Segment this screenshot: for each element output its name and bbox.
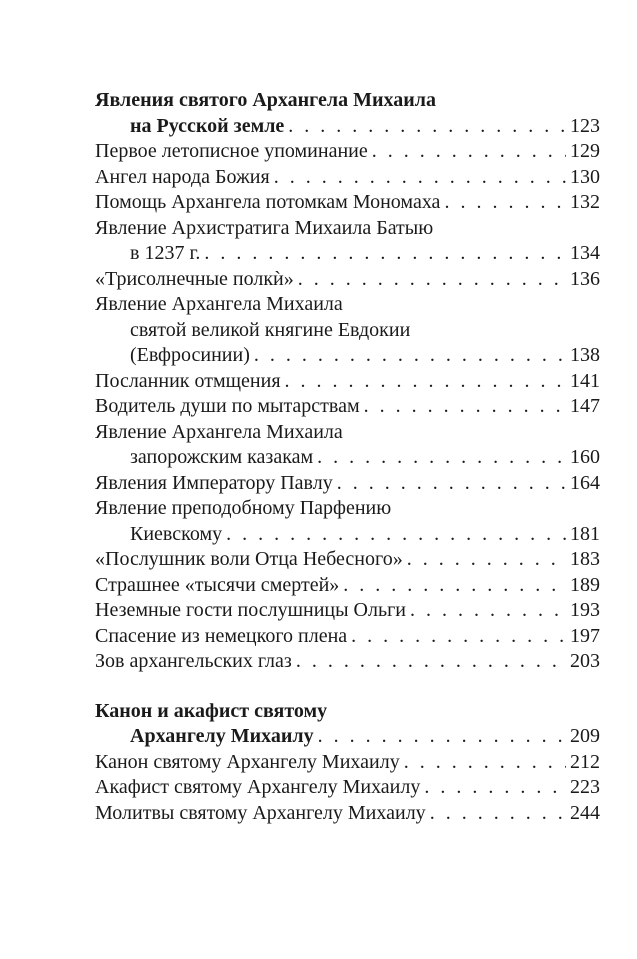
dot-leader [430, 801, 566, 827]
toc-entry [95, 216, 600, 242]
toc-entry [95, 369, 600, 395]
dot-leader [404, 750, 566, 776]
dot-leader [204, 241, 566, 267]
page-number: 193 [570, 599, 600, 621]
section-heading-text: Канон и акафист святому [95, 699, 328, 722]
toc-entry-continuation [95, 522, 600, 548]
entry-title: Канон святому Архангелу Михаилу [95, 750, 400, 773]
dot-leader [254, 343, 566, 369]
entry-title: Явления Императору Павлу [95, 471, 333, 494]
page-number: 189 [570, 573, 600, 596]
page-number: 209 [570, 725, 600, 747]
page-number: 164 [570, 471, 600, 494]
toc-entry-continuation [95, 343, 600, 369]
dot-leader [444, 190, 566, 216]
entry-title: Водитель души по мытарствам [95, 395, 360, 417]
entry-title: Явление Архистратига Михаила Батыю [95, 216, 434, 239]
dot-leader [285, 369, 566, 395]
toc-entry [95, 267, 600, 293]
entry-title: Молитвы святому Архангелу Михаилу [95, 801, 426, 824]
entry-title: (Евфросинии) [130, 344, 250, 366]
page-number: 223 [570, 776, 600, 798]
toc-entry-continuation [95, 445, 600, 471]
section-heading-text: на Русской земле [130, 114, 285, 137]
page-number: 147 [570, 395, 600, 417]
page-number: 129 [570, 140, 600, 162]
entry-title: святой великой княгине Евдокии [130, 318, 411, 341]
entry-title: Явление Архангела Михаила [95, 420, 343, 443]
section-heading-text: Явления святого Архангела Михаила [95, 89, 436, 111]
toc-entry [95, 139, 600, 165]
entry-title: Явление преподобному Парфению [95, 497, 392, 519]
section-heading [95, 88, 600, 114]
dot-leader [298, 267, 566, 293]
dot-leader [407, 547, 566, 573]
page-number: 181 [570, 522, 600, 545]
page-number: 212 [570, 750, 600, 773]
dot-leader [318, 724, 566, 750]
page-number: 138 [570, 344, 600, 366]
entry-title: Посланник отмщения [95, 369, 281, 392]
table-of-contents [95, 88, 600, 826]
dot-leader [226, 522, 566, 548]
toc-entry [95, 547, 600, 573]
section-heading [95, 724, 600, 750]
toc-entry [95, 496, 600, 522]
dot-leader [296, 649, 566, 675]
toc-entry [95, 394, 600, 420]
entry-title: Страшнее «тысячи смертей» [95, 573, 340, 596]
entry-title: Спасение из немецкого плена [95, 624, 348, 647]
dot-leader [274, 165, 566, 191]
entry-title: Неземные гости послушницы Ольги [95, 599, 406, 621]
page-number: 134 [570, 242, 600, 264]
section-heading-text: Архангелу Михаилу [130, 725, 314, 747]
toc-entry [95, 775, 600, 801]
dot-leader [288, 114, 566, 140]
dot-leader [317, 445, 566, 471]
toc-entry [95, 165, 600, 191]
entry-title: запорожским казакам [130, 446, 314, 468]
toc-entry [95, 573, 600, 599]
page-number: 197 [570, 624, 600, 647]
entry-title: Киевскому [130, 522, 223, 545]
dot-leader [351, 624, 566, 650]
dot-leader [424, 775, 566, 801]
entry-title: Зов архангельских глаз [95, 650, 292, 672]
toc-entry [95, 598, 600, 624]
dot-leader [343, 573, 566, 599]
entry-title: Акафист святому Архангелу Михаилу [95, 776, 421, 798]
dot-leader [364, 394, 566, 420]
entry-title: «Трисолнечные полкѝ» [95, 267, 294, 290]
toc-entry-continuation [95, 241, 600, 267]
entry-title: «Послушник воли Отца Небесного» [95, 548, 403, 570]
toc-entry [95, 420, 600, 446]
toc-entry [95, 292, 600, 318]
dot-leader [337, 471, 566, 497]
toc-entry [95, 750, 600, 776]
entry-title: Явление Архангела Михаила [95, 293, 343, 315]
toc-entry [95, 801, 600, 827]
entry-title: в 1237 г. [130, 242, 201, 264]
page-number: 244 [570, 801, 600, 824]
page-number: 203 [570, 650, 600, 672]
toc-entry-continuation [95, 318, 600, 344]
section-spacer [95, 675, 600, 699]
toc-entry [95, 624, 600, 650]
entry-title: Ангел народа Божия [95, 165, 270, 188]
page-number: 160 [570, 446, 600, 468]
toc-entry [95, 649, 600, 675]
page-number: 183 [570, 548, 600, 570]
entry-title: Помощь Архангела потомкам Мономаха [95, 191, 441, 213]
toc-entry [95, 190, 600, 216]
section-heading [95, 699, 600, 725]
dot-leader [372, 139, 566, 165]
toc-entry [95, 471, 600, 497]
page-number: 141 [570, 369, 600, 392]
dot-leader [410, 598, 566, 624]
page-number: 136 [570, 267, 600, 290]
section-heading [95, 114, 600, 140]
page-number: 132 [570, 191, 600, 213]
page-number: 130 [570, 165, 600, 188]
entry-title: Первое летописное упоминание [95, 140, 368, 162]
page-number: 123 [570, 114, 600, 137]
